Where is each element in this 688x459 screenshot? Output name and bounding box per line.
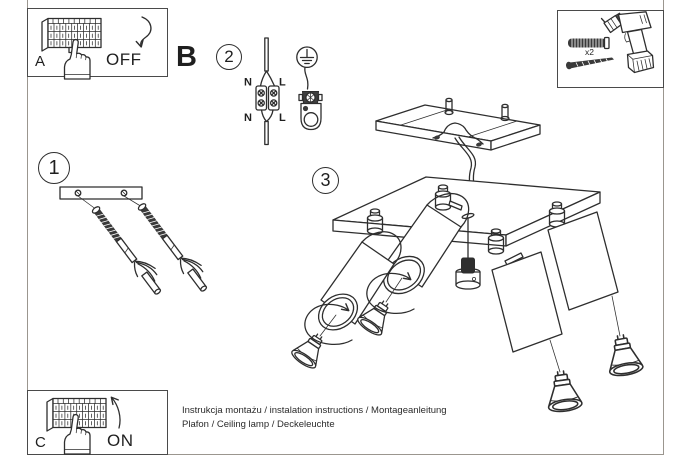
tools-illustration <box>558 11 662 86</box>
earth-ground-icon <box>297 47 317 67</box>
dowel-quantity-label: x2 <box>585 47 594 57</box>
step-3-number: 3 <box>320 170 331 190</box>
lamp-assembly-diagram <box>280 90 670 415</box>
neutral-bottom-label: N <box>244 112 252 124</box>
spotlight-shade-icon <box>548 212 618 310</box>
step-2-number: 2 <box>224 47 234 66</box>
circuit-breaker-panel-icon <box>42 19 101 53</box>
instructions-title-line: Instrukcja montażu / instalation instructions / Montageanleitung <box>182 405 447 416</box>
power-on-step-box <box>27 390 168 455</box>
terminal-block-icon <box>256 38 279 145</box>
section-b-label: B <box>176 41 197 73</box>
power-on-illustration <box>28 391 166 453</box>
mounting-screw-icon <box>566 58 614 70</box>
power-off-label: OFF <box>106 50 142 69</box>
live-bottom-label: L <box>279 112 286 124</box>
gu10-bulb-icon <box>544 369 583 413</box>
power-on-label: ON <box>107 431 134 450</box>
neutral-top-label: N <box>244 76 252 89</box>
box-c-label: C <box>35 434 46 451</box>
gu10-bulb-icon <box>604 333 644 378</box>
spotlight-shade-icon <box>492 252 562 352</box>
bracket-mounting-diagram <box>55 183 215 308</box>
gu10-bulb-icon <box>289 328 331 371</box>
switch-up-arrow-icon <box>112 398 120 428</box>
power-off-step-box <box>27 8 168 77</box>
box-a-label: A <box>35 53 46 70</box>
step-1-badge <box>38 152 70 184</box>
live-top-label: L <box>279 76 286 89</box>
step-1-number: 1 <box>48 156 60 179</box>
ceiling-bolt-icon <box>501 104 509 120</box>
switch-down-arrow-icon <box>141 17 151 46</box>
required-tools-box <box>557 10 664 88</box>
power-off-illustration <box>28 9 166 75</box>
mounting-bracket-icon <box>60 187 142 199</box>
product-name-line: Plafon / Ceiling lamp / Deckeleuchte <box>182 419 335 430</box>
screw-and-anchor-icon <box>89 201 168 297</box>
